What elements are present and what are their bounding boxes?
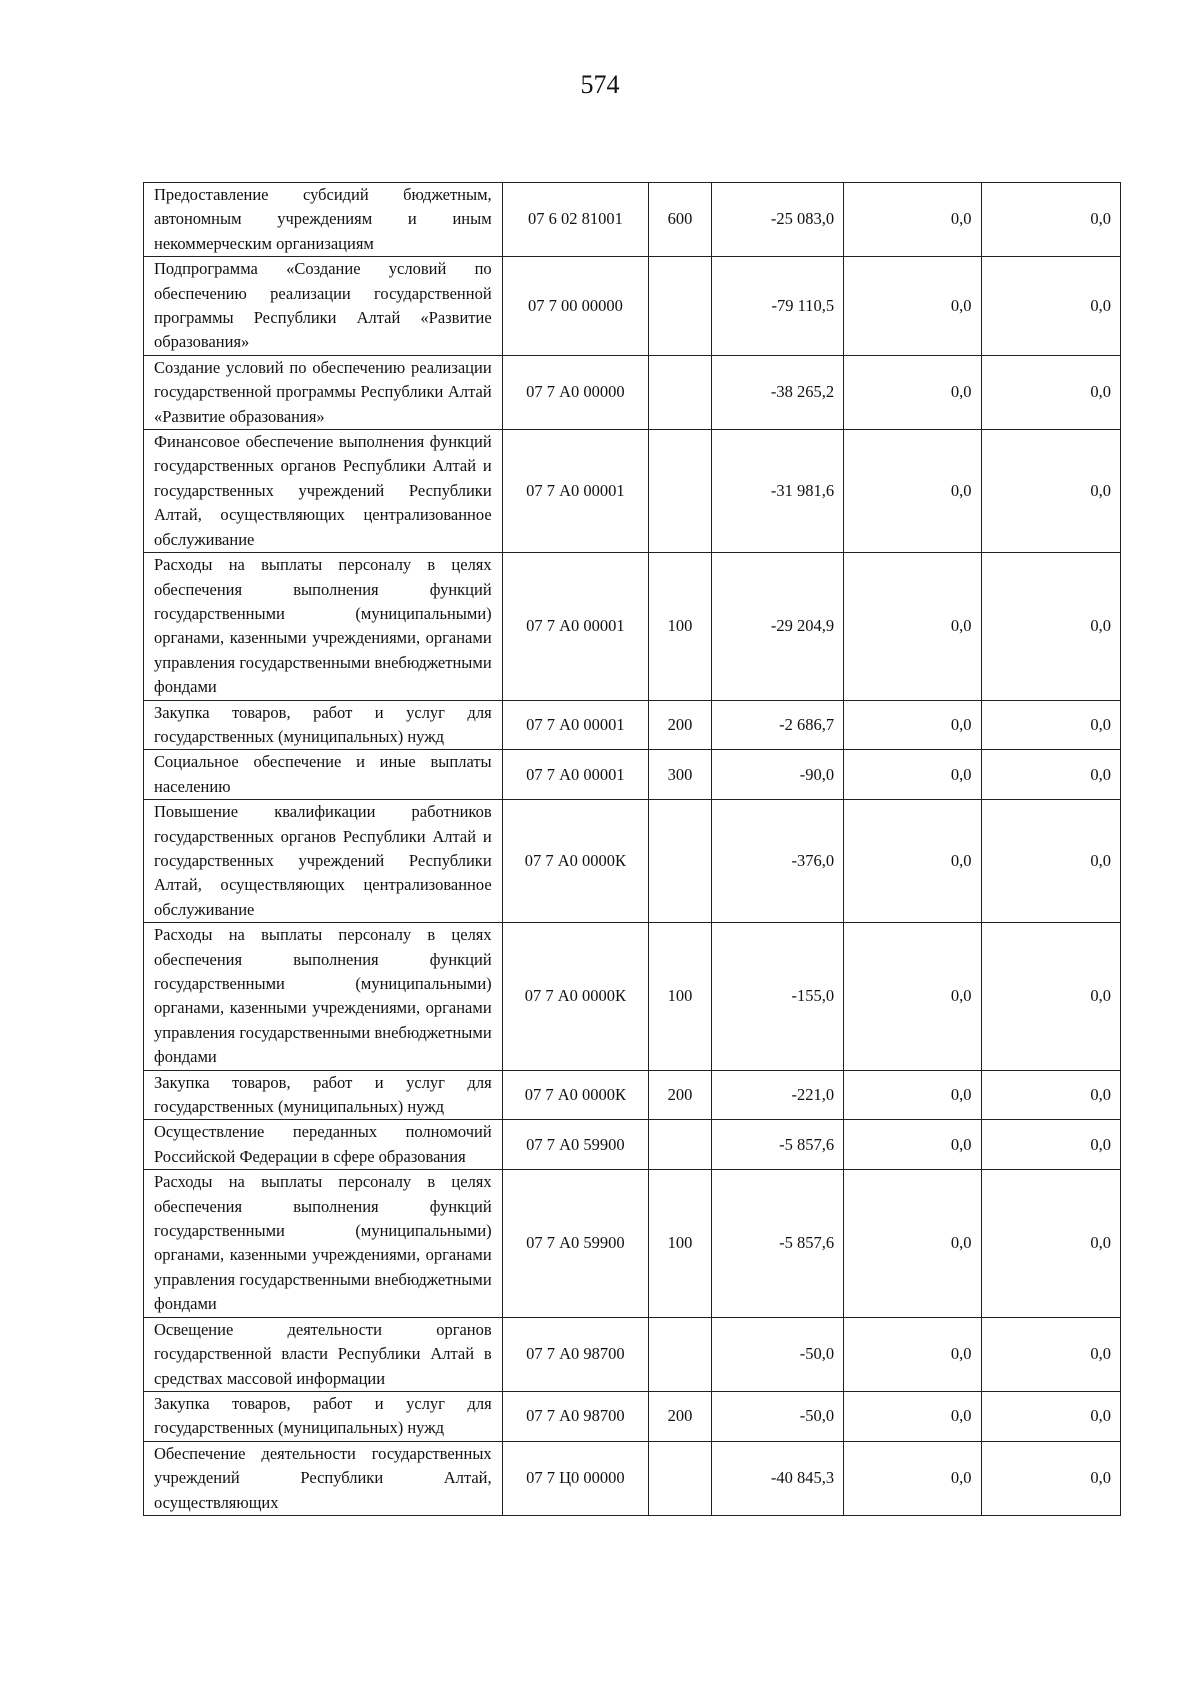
- table-row: [144, 183, 1121, 257]
- amount-cell-1: -50,0: [711, 1317, 843, 1391]
- amount-cell-1: -50,0: [711, 1391, 843, 1441]
- amount-cell-1: -38 265,2: [711, 355, 843, 429]
- table-row: [144, 1391, 1121, 1441]
- amount-cell-2: 0,0: [844, 1120, 981, 1170]
- expense-type-cell: 200: [649, 1391, 712, 1441]
- expense-type-cell: [649, 1120, 712, 1170]
- amount-cell-2: 0,0: [844, 800, 981, 923]
- table-row: [144, 923, 1121, 1070]
- target-code-cell: 07 7 А0 00001: [502, 700, 648, 750]
- expense-name-cell: Закупка товаров, работ и услуг для государственных (муниципальных) нужд: [144, 1391, 503, 1441]
- amount-cell-3: 0,0: [981, 430, 1120, 553]
- amount-cell-1: -29 204,9: [711, 553, 843, 700]
- amount-cell-1: -2 686,7: [711, 700, 843, 750]
- amount-cell-2: 0,0: [844, 553, 981, 700]
- expense-name-cell: Закупка товаров, работ и услуг для государственных (муниципальных) нужд: [144, 1070, 503, 1120]
- amount-cell-2: 0,0: [844, 923, 981, 1070]
- target-code-cell: 07 7 А0 00001: [502, 750, 648, 800]
- amount-cell-2: 0,0: [844, 430, 981, 553]
- expense-name-cell: Освещение деятельности органов государственной власти Республики Алтай в средствах массовой информации: [144, 1317, 503, 1391]
- table-row: [144, 1120, 1121, 1170]
- amount-cell-1: -25 083,0: [711, 183, 843, 257]
- table-row: [144, 1070, 1121, 1120]
- amount-cell-3: 0,0: [981, 183, 1120, 257]
- expense-name-cell: Подпрограмма «Создание условий по обеспечению реализации государственной программы Республики Алтай «Развитие образования»: [144, 257, 503, 356]
- expense-type-cell: 100: [649, 1170, 712, 1317]
- target-code-cell: 07 7 А0 0000К: [502, 800, 648, 923]
- amount-cell-3: 0,0: [981, 355, 1120, 429]
- target-code-cell: 07 7 А0 98700: [502, 1317, 648, 1391]
- amount-cell-3: 0,0: [981, 1120, 1120, 1170]
- target-code-cell: 07 7 А0 0000К: [502, 1070, 648, 1120]
- expense-type-cell: [649, 800, 712, 923]
- table-row: [144, 1441, 1121, 1515]
- amount-cell-3: 0,0: [981, 257, 1120, 356]
- expense-name-cell: Финансовое обеспечение выполнения функций государственных органов Республики Алтай и государственных учреждений Республики Алтай, осуществляющих централизованное обслуживание: [144, 430, 503, 553]
- expense-type-cell: 100: [649, 923, 712, 1070]
- amount-cell-3: 0,0: [981, 1170, 1120, 1317]
- amount-cell-2: 0,0: [844, 257, 981, 356]
- table-row: [144, 257, 1121, 356]
- amount-cell-1: -376,0: [711, 800, 843, 923]
- amount-cell-2: 0,0: [844, 700, 981, 750]
- page-number: 574: [580, 70, 620, 99]
- table-row: [144, 1317, 1121, 1391]
- budget-table: [143, 182, 1121, 1516]
- target-code-cell: 07 7 А0 00001: [502, 553, 648, 700]
- expense-type-cell: [649, 430, 712, 553]
- expense-type-cell: 600: [649, 183, 712, 257]
- expense-name-cell: Осуществление переданных полномочий Российской Федерации в сфере образования: [144, 1120, 503, 1170]
- expense-type-cell: [649, 1317, 712, 1391]
- target-code-cell: 07 7 А0 0000К: [502, 923, 648, 1070]
- expense-name-cell: Обеспечение деятельности государственных учреждений Республики Алтай, осуществляющих: [144, 1441, 503, 1515]
- amount-cell-1: -40 845,3: [711, 1441, 843, 1515]
- expense-type-cell: 200: [649, 700, 712, 750]
- amount-cell-3: 0,0: [981, 800, 1120, 923]
- expense-type-cell: [649, 355, 712, 429]
- expense-name-cell: Закупка товаров, работ и услуг для государственных (муниципальных) нужд: [144, 700, 503, 750]
- amount-cell-1: -5 857,6: [711, 1120, 843, 1170]
- target-code-cell: 07 7 А0 59900: [502, 1170, 648, 1317]
- amount-cell-2: 0,0: [844, 183, 981, 257]
- expense-name-cell: Социальное обеспечение и иные выплаты населению: [144, 750, 503, 800]
- amount-cell-2: 0,0: [844, 1070, 981, 1120]
- table-row: [144, 750, 1121, 800]
- expense-type-cell: 100: [649, 553, 712, 700]
- target-code-cell: 07 7 А0 00001: [502, 430, 648, 553]
- amount-cell-1: -5 857,6: [711, 1170, 843, 1317]
- table-row: [144, 700, 1121, 750]
- amount-cell-3: 0,0: [981, 923, 1120, 1070]
- amount-cell-3: 0,0: [981, 1441, 1120, 1515]
- expense-type-cell: [649, 257, 712, 356]
- amount-cell-3: 0,0: [981, 750, 1120, 800]
- target-code-cell: 07 7 Ц0 00000: [502, 1441, 648, 1515]
- expense-name-cell: Повышение квалификации работников государственных органов Республики Алтай и государственных учреждений Республики Алтай, осуществляющих централизованное обслуживание: [144, 800, 503, 923]
- expense-type-cell: 300: [649, 750, 712, 800]
- target-code-cell: 07 7 00 00000: [502, 257, 648, 356]
- expense-name-cell: Расходы на выплаты персоналу в целях обеспечения выполнения функций государственными (муниципальными) органами, казенными учреждениями, органами управления государственными внебюджетными фондами: [144, 1170, 503, 1317]
- amount-cell-2: 0,0: [844, 750, 981, 800]
- amount-cell-1: -79 110,5: [711, 257, 843, 356]
- expense-name-cell: Расходы на выплаты персоналу в целях обеспечения выполнения функций государственными (муниципальными) органами, казенными учреждениями, органами управления государственными внебюджетными фондами: [144, 923, 503, 1070]
- target-code-cell: 07 7 А0 00000: [502, 355, 648, 429]
- amount-cell-1: -31 981,6: [711, 430, 843, 553]
- table-row: [144, 800, 1121, 923]
- table-row: [144, 553, 1121, 700]
- amount-cell-1: -221,0: [711, 1070, 843, 1120]
- amount-cell-1: -90,0: [711, 750, 843, 800]
- target-code-cell: 07 7 А0 59900: [502, 1120, 648, 1170]
- expense-type-cell: 200: [649, 1070, 712, 1120]
- amount-cell-2: 0,0: [844, 1170, 981, 1317]
- target-code-cell: 07 7 А0 98700: [502, 1391, 648, 1441]
- table-row: [144, 1170, 1121, 1317]
- amount-cell-1: -155,0: [711, 923, 843, 1070]
- amount-cell-2: 0,0: [844, 355, 981, 429]
- expense-name-cell: Предоставление субсидий бюджетным, автономным учреждениям и иным некоммерческим организациям: [144, 183, 503, 257]
- budget-table-body: [144, 183, 1121, 1516]
- amount-cell-2: 0,0: [844, 1317, 981, 1391]
- table-row: [144, 355, 1121, 429]
- expense-name-cell: Создание условий по обеспечению реализации государственной программы Республики Алтай «Развитие образования»: [144, 355, 503, 429]
- amount-cell-3: 0,0: [981, 1317, 1120, 1391]
- amount-cell-3: 0,0: [981, 1070, 1120, 1120]
- amount-cell-2: 0,0: [844, 1391, 981, 1441]
- amount-cell-3: 0,0: [981, 553, 1120, 700]
- amount-cell-3: 0,0: [981, 1391, 1120, 1441]
- table-row: [144, 430, 1121, 553]
- target-code-cell: 07 6 02 81001: [502, 183, 648, 257]
- amount-cell-2: 0,0: [844, 1441, 981, 1515]
- expense-name-cell: Расходы на выплаты персоналу в целях обеспечения выполнения функций государственными (муниципальными) органами, казенными учреждениями, органами управления государственными внебюджетными фондами: [144, 553, 503, 700]
- amount-cell-3: 0,0: [981, 700, 1120, 750]
- expense-type-cell: [649, 1441, 712, 1515]
